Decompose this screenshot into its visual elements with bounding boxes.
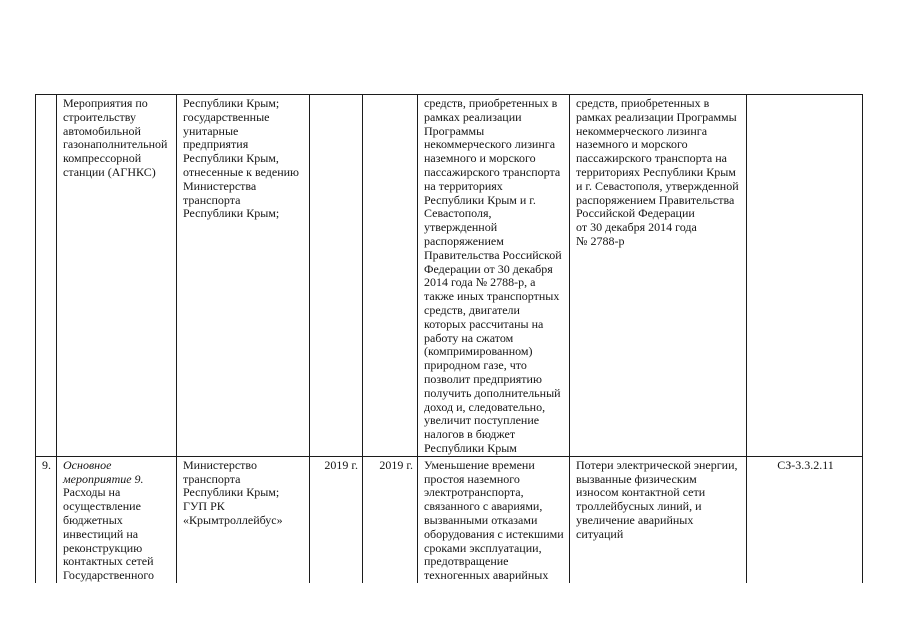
cell-expected-result (418, 456, 570, 583)
start-date: 2019 г. (324, 457, 358, 472)
text-line: вызванные физическим (576, 471, 697, 486)
text-line: Правительства Российской (424, 247, 562, 262)
text-line: утвержденной (424, 220, 498, 235)
text-line: Государственного (63, 568, 154, 583)
text-line: и г. Севастополя, утвержденной (576, 178, 739, 193)
text-line: газонаполнительной (63, 137, 168, 152)
text-line: средств, приобретенных в (424, 96, 558, 110)
cell-indicator (747, 95, 863, 457)
text-line: предприятия (183, 137, 249, 152)
end-date: 2019 г. (379, 457, 413, 472)
text-line: от 30 декабря 2014 года (576, 220, 697, 235)
text-line: 2014 года № 2788-р, а (424, 275, 536, 290)
indicator-code: СЗ-3.3.2.11 (777, 457, 834, 472)
text-line: ситуаций (576, 526, 624, 541)
text-line: транспорта (183, 471, 241, 486)
cell-event (57, 95, 177, 457)
text-line: некоммерческого лизинга (576, 123, 708, 138)
text-line: транспорта (183, 192, 241, 207)
text-line: доход и, следовательно, (424, 399, 546, 414)
text-line: распоряжением (424, 233, 504, 248)
text-line: техногенных аварийных (424, 568, 549, 583)
text-line: Потери электрической энергии, (576, 457, 738, 472)
text-line: распоряжением Правительства (576, 192, 735, 207)
text-line: Министерство (183, 457, 257, 472)
text-line: предотвращение (424, 554, 509, 569)
program-events-table (35, 94, 863, 583)
text-line: некоммерческого лизинга (424, 137, 556, 152)
text-line: наземного и морского (424, 151, 536, 166)
text-line: Севастополя, (424, 206, 492, 221)
cell-consequences (570, 95, 747, 457)
text-line: получить дополнительный (424, 385, 561, 400)
text-line: сроками эксплуатации, (424, 540, 542, 555)
text-line: средств, двигатели (424, 302, 520, 317)
text-line: строительству (63, 109, 136, 124)
executor-text (183, 97, 305, 221)
text-line: Республики Крым; (183, 485, 280, 500)
cell-number (36, 456, 57, 583)
text-line: станции (АГНКС) (63, 164, 156, 179)
text-line: Уменьшение времени (424, 457, 535, 472)
cell-end-date (363, 456, 418, 583)
text-line: Министерства (183, 178, 257, 193)
text-line: автомобильной (63, 123, 141, 138)
text-line: компрессорной (63, 151, 142, 166)
event-text (63, 97, 172, 180)
text-line: Республики Крым и г. (424, 192, 536, 207)
cell-start-date (310, 95, 363, 457)
text-line: мероприятие 9. (63, 471, 144, 486)
consequences-text (576, 459, 742, 542)
text-line: (компримированном) (424, 344, 533, 359)
text-line: «Крымтроллейбус» (183, 512, 283, 527)
expected-result-text (424, 97, 565, 456)
text-line: Республики Крым (424, 440, 517, 455)
text-line: связанного с авариями, (424, 499, 543, 514)
executor-text (183, 459, 305, 528)
text-line: которых рассчитаны на (424, 316, 544, 331)
text-line: № 2788-р (576, 233, 625, 248)
text-line: вызванными отказами (424, 512, 538, 527)
text-line: отнесенные к ведению (183, 164, 299, 179)
text-line: наземного и морского (576, 137, 688, 152)
text-line: бюджетных (63, 512, 123, 527)
text-line: инвестиций на (63, 526, 139, 541)
text-line: пассажирского транспорта на (576, 151, 727, 166)
row-number: 9. (42, 457, 51, 472)
text-line: рамках реализации Программы (576, 109, 737, 124)
text-line: позволит предприятию (424, 371, 542, 386)
cell-consequences (570, 456, 747, 583)
text-line: реконструкцию (63, 540, 143, 555)
text-line: Расходы на (63, 485, 121, 500)
text-line: налогов в бюджет (424, 427, 516, 442)
text-line: природном газе, что (424, 358, 527, 373)
text-line: Республики Крым; (183, 206, 280, 221)
cell-indicator (747, 456, 863, 583)
text-line: Мероприятия по (63, 96, 148, 110)
text-line: троллейбусных линий, и (576, 499, 702, 514)
cell-executor (177, 95, 310, 457)
consequences-text (576, 97, 742, 249)
text-line: увеличение аварийных (576, 512, 694, 527)
text-line: электротранспорта, (424, 485, 524, 500)
text-line: унитарные (183, 123, 239, 138)
text-line: контактных сетей (63, 554, 154, 569)
text-line: Федерации от 30 декабря (424, 261, 553, 276)
text-line: средств, приобретенных в (576, 96, 710, 110)
cell-expected-result (418, 95, 570, 457)
cell-start-date (310, 456, 363, 583)
expected-result-text (424, 459, 565, 583)
text-line: территориях Республики Крым (576, 164, 736, 179)
text-line: Республики Крым, (183, 151, 279, 166)
text-line: работу на сжатом (424, 330, 514, 345)
text-line: ГУП РК (183, 499, 225, 514)
table-row (36, 95, 863, 457)
text-line: увеличит поступление (424, 413, 540, 428)
text-line: осуществление (63, 499, 141, 514)
event-title (63, 459, 172, 487)
cell-end-date (363, 95, 418, 457)
table-row (36, 456, 863, 583)
cell-number (36, 95, 57, 457)
text-line: Основное (63, 457, 112, 472)
text-line: государственные (183, 109, 270, 124)
text-line: рамках реализации (424, 109, 522, 124)
event-text (63, 486, 172, 583)
text-line: пассажирского транспорта (424, 164, 561, 179)
cell-event (57, 456, 177, 583)
text-line: на территориях (424, 178, 503, 193)
text-line: оборудования с истекшими (424, 526, 564, 541)
text-line: также иных транспортных (424, 289, 560, 304)
text-line: износом контактной сети (576, 485, 706, 500)
cell-executor (177, 456, 310, 583)
text-line: простоя наземного (424, 471, 520, 486)
text-line: Республики Крым; (183, 96, 280, 110)
text-line: Программы (424, 123, 485, 138)
text-line: Российской Федерации (576, 206, 695, 221)
